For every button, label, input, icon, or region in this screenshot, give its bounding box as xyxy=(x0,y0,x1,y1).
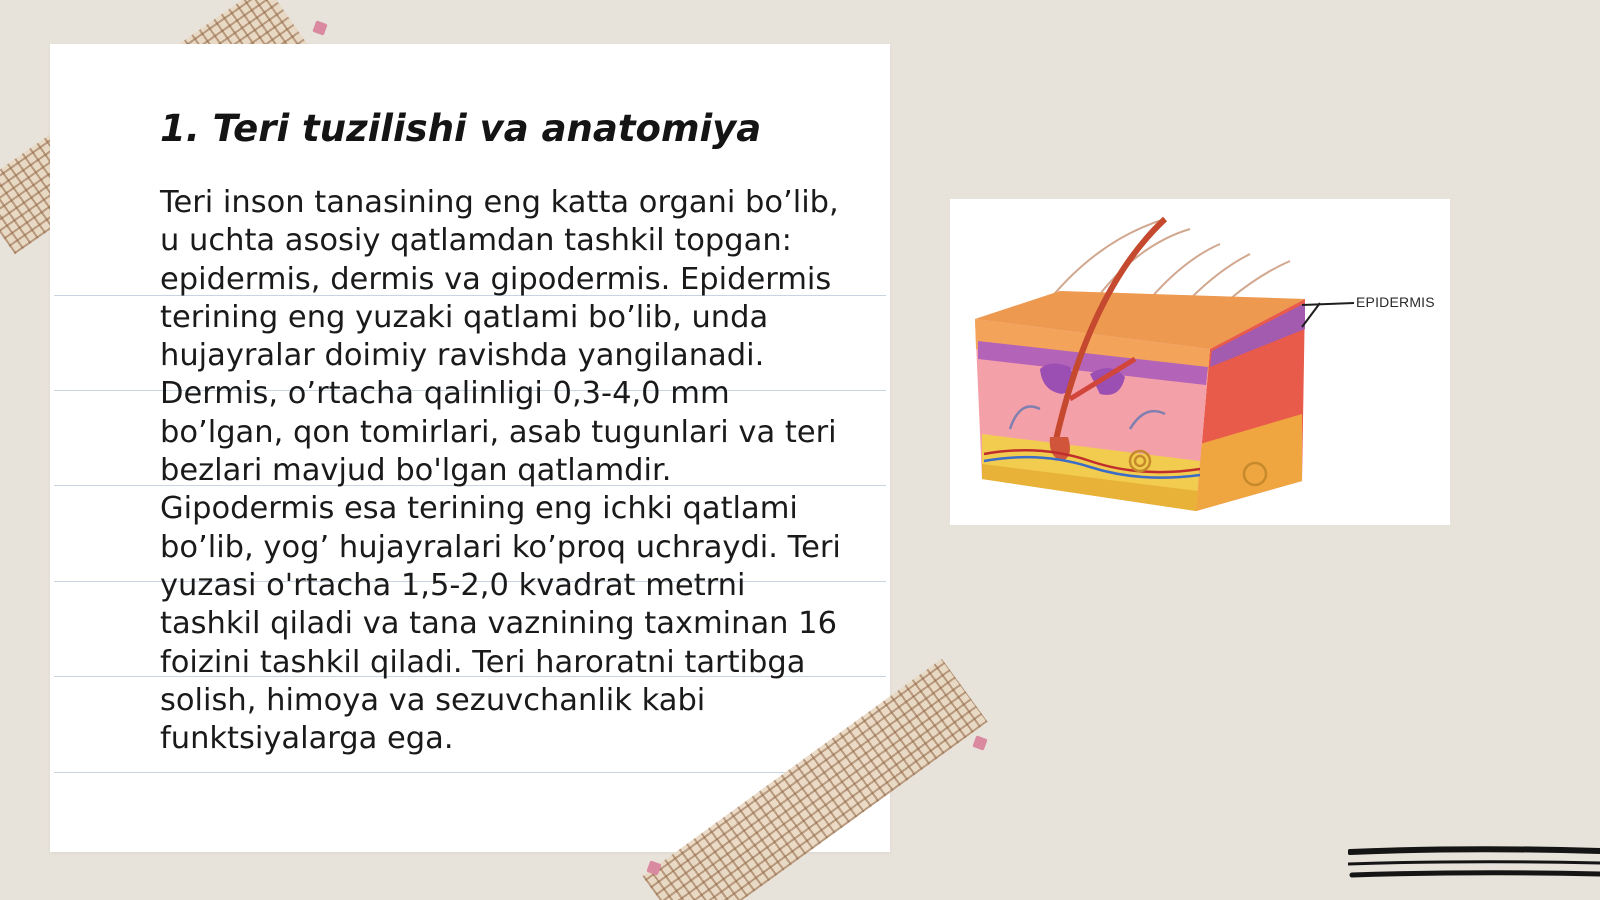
paper-rule xyxy=(54,772,886,773)
slide-body: Teri inson tanasining eng katta organi bo’lib, u uchta asosiy qatlamdan tashkil topgan: epidermis, dermis va gipodermis. Epidermis terining eng yuzaki qatlami bo’lib, unda hujayralar doimiy ravishda yangilanadi. Dermis, o’rtacha qalinligi 0,3-4,0 mm bo’lgan, qon tomirlari, asab tugunlari va teri bezlari mavjud bo'lgan qatlamdir. Gipodermis esa terining eng ichki qatlami bo’lib, yog’ hujayralari ko’proq uchraydi. Teri yuzasi o'rtacha 1,5-2,0 kvadrat metrni tashkil qiladi va tana vaznining taxminan 16 foizini tashkil qiladi. Teri haroratni tartibga solish, himoya va sezuvchanlik kabi funktsiyalarga ega. xyxy=(160,185,841,757)
slide-title: 1. Teri tuzilishi va anatomiya xyxy=(160,107,762,150)
skin-diagram xyxy=(950,199,1450,525)
brush-strokes-decoration xyxy=(1348,846,1600,886)
skin-cross-section-illustration xyxy=(950,199,1450,525)
epidermis-label: EPIDERMIS xyxy=(1356,294,1435,310)
pin-top xyxy=(312,20,327,35)
pin-bottom-right xyxy=(972,735,987,750)
text-block xyxy=(160,104,850,758)
